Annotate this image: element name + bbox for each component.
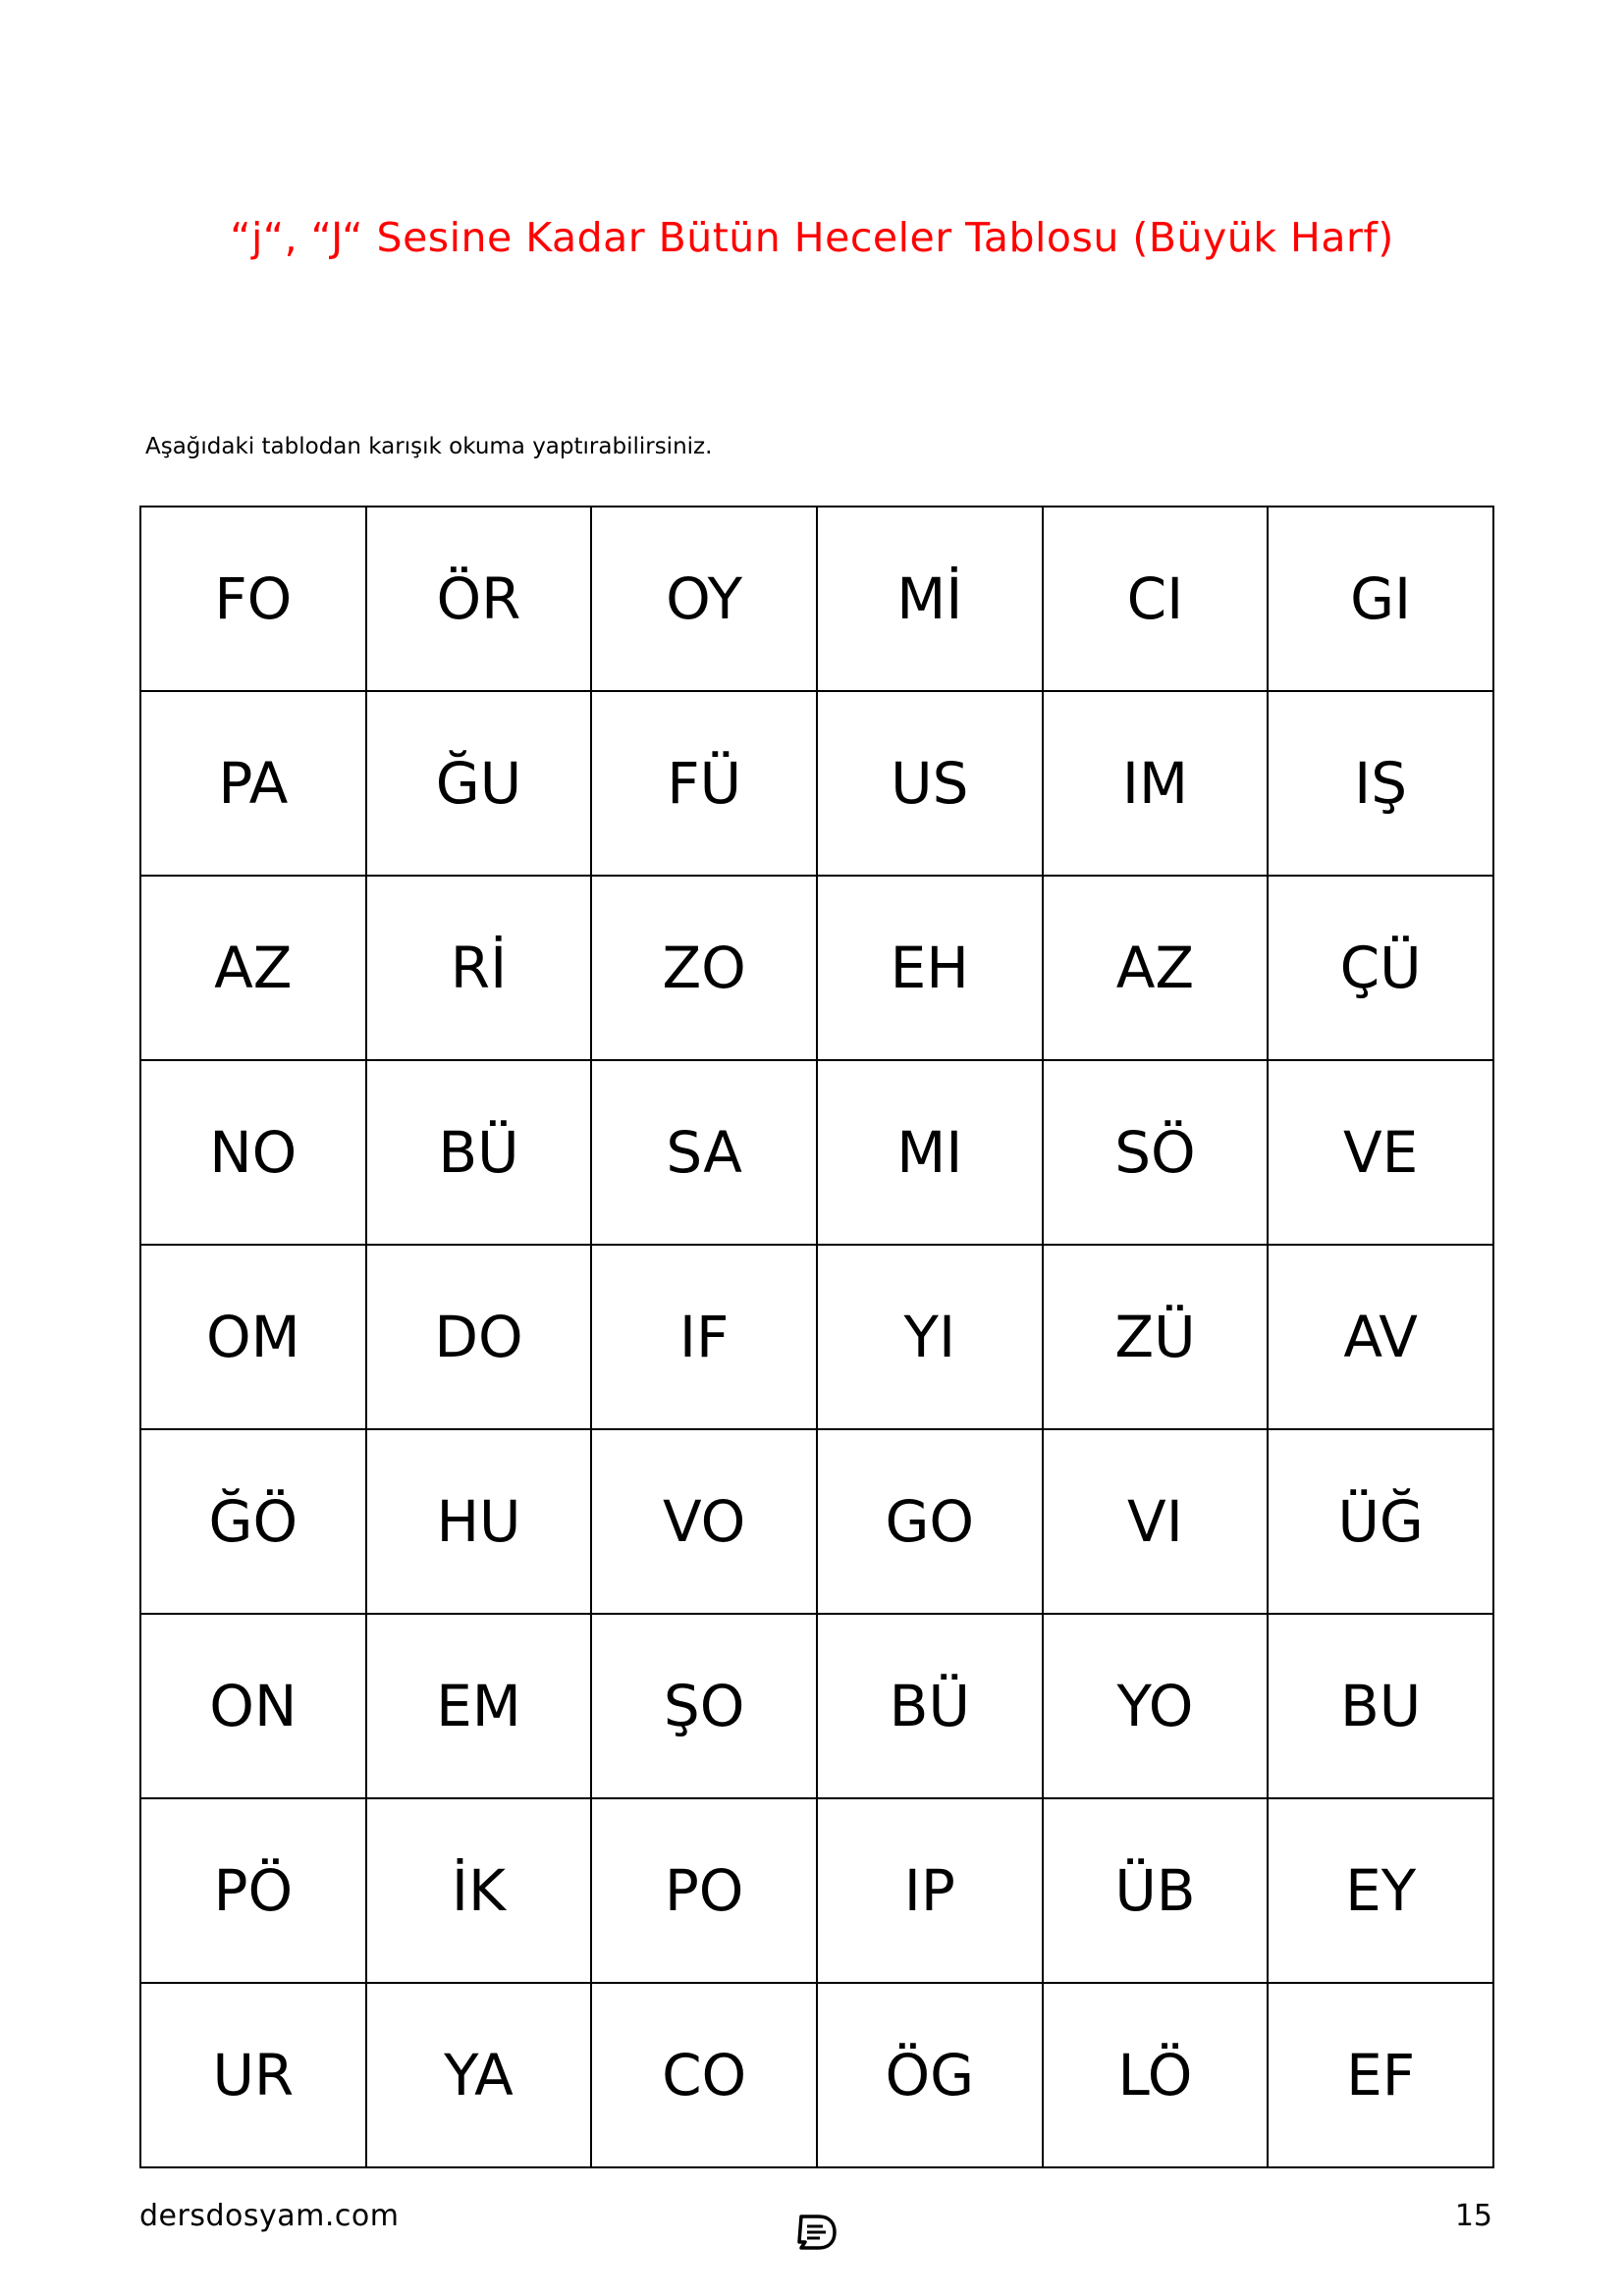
syllable-cell: AV xyxy=(1268,1245,1493,1429)
syllable-cell: VO xyxy=(591,1429,817,1614)
syllable-cell: Rİ xyxy=(366,876,592,1060)
table-row xyxy=(140,1060,1493,1245)
syllable-cell: VI xyxy=(1043,1429,1269,1614)
page-number: 15 xyxy=(1454,2199,1492,2233)
syllable-cell: GO xyxy=(817,1429,1043,1614)
syllable-cell: SA xyxy=(591,1060,817,1245)
table-row xyxy=(140,1429,1493,1614)
syllable-cell: EH xyxy=(817,876,1043,1060)
syllable-cell: AZ xyxy=(140,876,366,1060)
syllable-cell: ÜĞ xyxy=(1268,1429,1493,1614)
syllable-cell: NO xyxy=(140,1060,366,1245)
syllable-cell: ĞÖ xyxy=(140,1429,366,1614)
syllable-cell: ÖR xyxy=(366,507,592,691)
syllable-cell: EF xyxy=(1268,1983,1493,2167)
table-row xyxy=(140,691,1493,876)
syllable-cell: İK xyxy=(366,1798,592,1983)
page-title: “j“, “J“ Sesine Kadar Bütün Heceler Tablosu (Büyük Harf) xyxy=(230,214,1394,261)
syllable-cell: IP xyxy=(817,1798,1043,1983)
syllable-cell: ÇÜ xyxy=(1268,876,1493,1060)
table-row xyxy=(140,1245,1493,1429)
syllable-cell: MI xyxy=(817,1060,1043,1245)
syllable-cell: BÜ xyxy=(817,1614,1043,1798)
syllable-cell: ÜB xyxy=(1043,1798,1269,1983)
syllable-cell: PA xyxy=(140,691,366,876)
table-row xyxy=(140,1614,1493,1798)
syllable-cell: IF xyxy=(591,1245,817,1429)
syllable-cell: FO xyxy=(140,507,366,691)
syllable-cell: HU xyxy=(366,1429,592,1614)
syllable-cell: YO xyxy=(1043,1614,1269,1798)
syllable-cell: OM xyxy=(140,1245,366,1429)
syllable-cell: EM xyxy=(366,1614,592,1798)
syllable-cell: LÖ xyxy=(1043,1983,1269,2167)
syllable-cell: AZ xyxy=(1043,876,1269,1060)
syllable-cell: CO xyxy=(591,1983,817,2167)
table-row xyxy=(140,876,1493,1060)
table-row xyxy=(140,1798,1493,1983)
table-row xyxy=(140,507,1493,691)
syllable-cell: CI xyxy=(1043,507,1269,691)
syllable-table xyxy=(139,506,1494,2168)
syllable-cell: BÜ xyxy=(366,1060,592,1245)
syllable-cell: FÜ xyxy=(591,691,817,876)
syllable-cell: ÖG xyxy=(817,1983,1043,2167)
syllable-cell: ŞO xyxy=(591,1614,817,1798)
syllable-cell: VE xyxy=(1268,1060,1493,1245)
syllable-cell: EY xyxy=(1268,1798,1493,1983)
syllable-cell: ZÜ xyxy=(1043,1245,1269,1429)
syllable-cell: PO xyxy=(591,1798,817,1983)
syllable-cell: ON xyxy=(140,1614,366,1798)
syllable-cell: BU xyxy=(1268,1614,1493,1798)
syllable-cell: DO xyxy=(366,1245,592,1429)
syllable-cell: GI xyxy=(1268,507,1493,691)
syllable-cell: SÖ xyxy=(1043,1060,1269,1245)
footer-site: dersdosyam.com xyxy=(139,2199,400,2233)
syllable-cell: IM xyxy=(1043,691,1269,876)
syllable-cell: YA xyxy=(366,1983,592,2167)
syllable-cell: YI xyxy=(817,1245,1043,1429)
syllable-cell: ZO xyxy=(591,876,817,1060)
syllable-cell: IŞ xyxy=(1268,691,1493,876)
syllable-cell: US xyxy=(817,691,1043,876)
syllable-cell: OY xyxy=(591,507,817,691)
instruction-text: Aşağıdaki tablodan karışık okuma yaptırabilirsiniz. xyxy=(145,434,713,459)
syllable-cell: UR xyxy=(140,1983,366,2167)
table-row xyxy=(140,1983,1493,2167)
syllable-cell: Mİ xyxy=(817,507,1043,691)
syllable-cell: ĞU xyxy=(366,691,592,876)
document-logo-icon xyxy=(793,2213,839,2252)
syllable-cell: PÖ xyxy=(140,1798,366,1983)
